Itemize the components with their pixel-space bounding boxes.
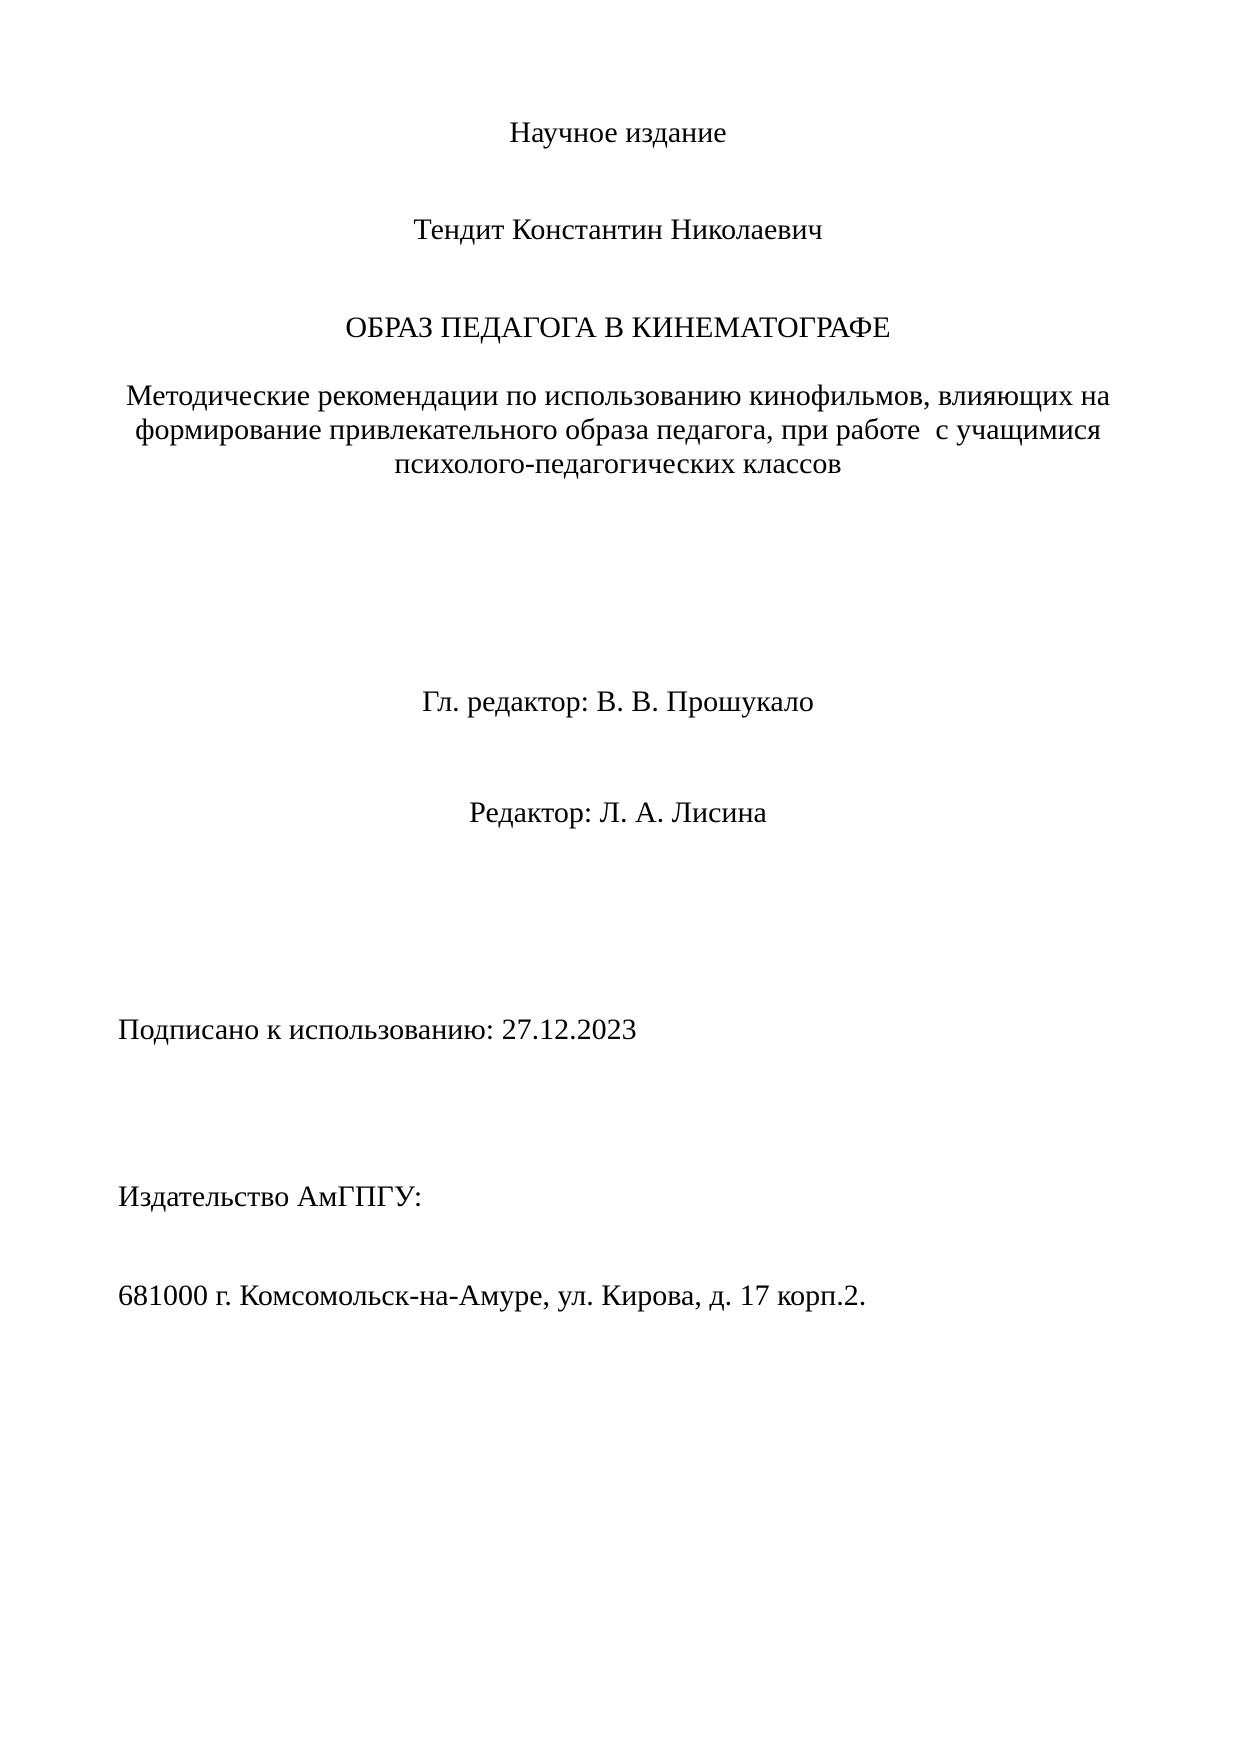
publisher-address-line: 681000 г. Комсомольск-на-Амуре, ул. Кирова, д. 17 корп.2. [118,1279,867,1312]
book-subtitle: Методические рекомендации по использованию кинофильмов, влияющих на формирование привлекательного образа педагога, при работе с учащимися психолого-педагогических классов [125,379,1118,480]
editor-line: Редактор: Л. А. Лисина [469,796,767,829]
publisher-name-line: Издательство АмГПГУ: [118,1180,423,1213]
chief-editor-line: Гл. редактор: В. В. Прошукало [422,685,814,718]
publisher-block [118,1114,1118,1378]
signed-for-use-line: Подписано к использованию: 27.12.2023 [118,1013,637,1046]
editors-block [118,609,1118,905]
edition-type-label: Научное издание [509,116,727,149]
book-title: ОБРАЗ ПЕДАГОГА В КИНЕМАТОГРАФЕ [345,311,891,344]
author-name: Тендит Константин Николаевич [413,213,823,246]
